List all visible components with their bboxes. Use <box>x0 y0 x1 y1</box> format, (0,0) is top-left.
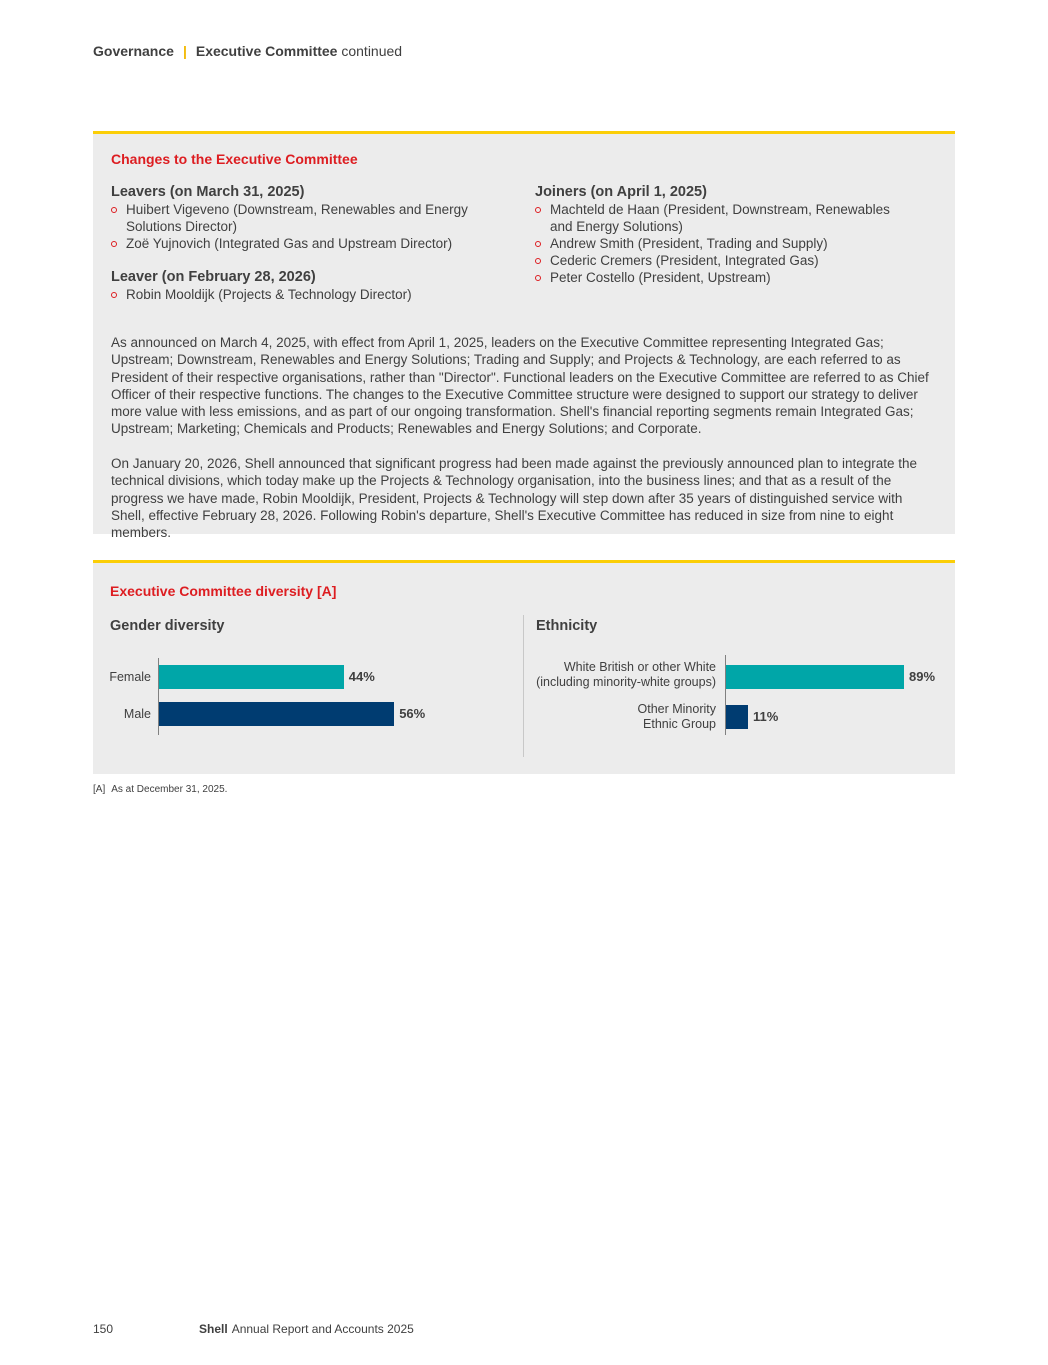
changes-title: Changes to the Executive Committee <box>111 151 358 167</box>
joiners-heading: Joiners (on April 1, 2025) <box>535 184 707 200</box>
changes-paragraph-2: On January 20, 2026, Shell announced that significant progress had been made against the previously announced plan to integrate the technical divisions, which today make up the Projects & Technology organisation, into the business lines; and that as a result of the progress we have made, Robin Mooldijk, President, Projects & Technology will step down after 35 years of distinguished service with Shell, effective February 28, 2026. Following Robin's departure, Shell's Executive Committee has reduced in size from nine to eight members. <box>111 456 918 541</box>
breadcrumb-section[interactable]: Governance <box>93 43 174 59</box>
diversity-panel <box>93 560 955 774</box>
breadcrumb-page-title: Executive Committee <box>195 43 338 59</box>
ethnicity-category-white: White British or other White (including minority-white groups) <box>536 660 716 689</box>
footnote-tag: [A] <box>93 784 106 795</box>
leaver-feb-heading: Leaver (on February 28, 2026) <box>111 269 316 285</box>
report-name: Annual Report and Accounts 2025 <box>231 1322 414 1336</box>
leavers-march-list <box>111 201 476 252</box>
list-item: Huibert Vigeveno (Downstream, Renewables and Energy Solutions Director) <box>111 201 476 235</box>
leavers-march-heading: Leavers (on March 31, 2025) <box>111 184 305 200</box>
bar-female <box>159 665 344 689</box>
bar-minority-label: 11% <box>753 709 779 724</box>
bar-male <box>159 702 394 726</box>
gender-category-male: Male <box>123 707 151 721</box>
list-item: Zoë Yujnovich (Integrated Gas and Upstream Director) <box>111 235 476 252</box>
list-item: Andrew Smith (President, Trading and Supply) <box>535 235 895 252</box>
bar-white <box>726 665 904 689</box>
breadcrumb-continued: continued <box>341 43 403 59</box>
page-number: 150 <box>93 1322 114 1336</box>
joiners-list <box>535 201 895 286</box>
diversity-title: Executive Committee diversity [A] <box>110 583 337 599</box>
ethnicity-category-minority: Other Minority Ethnic Group <box>637 702 716 731</box>
list-item: Cederic Cremers (President, Integrated Gas) <box>535 252 895 269</box>
bar-white-label: 89% <box>909 669 936 684</box>
gender-chart-title: Gender diversity <box>110 618 225 634</box>
footnote-text: As at December 31, 2025. <box>111 784 228 795</box>
changes-panel <box>93 131 955 541</box>
breadcrumb-separator: | <box>182 43 187 59</box>
changes-paragraph-1: As announced on March 4, 2025, with effect from April 1, 2025, leaders on the Executive Committee representing Integrated Gas; Upstream; Downstream, Renewables and Energy Solutions; Trading and Supply; and Projects & Technology, are each referred to as President of their respective organisations, rather than "Director". Functional leaders on the Executive Committee are referred to as Chief Officer of their respective functions. The changes to the Executive Committee structure were designed to support our strategy to deliver more value with less emissions, and as part of our ongoing transformation. Shell's financial reporting segments remain Integrated Gas; Upstream; Marketing; Chemicals and Products; Renewables and Energy Solutions; and Corporate. <box>111 335 929 437</box>
list-item: Peter Costello (President, Upstream) <box>535 269 895 286</box>
footnote <box>93 784 227 795</box>
brand-name: Shell <box>199 1322 228 1336</box>
gender-category-female: Female <box>109 670 151 684</box>
list-item: Robin Mooldijk (Projects & Technology Director) <box>111 286 476 303</box>
footer-brand <box>199 1322 414 1336</box>
list-item: Machteld de Haan (President, Downstream, Renewables and Energy Solutions) <box>535 201 895 235</box>
bar-female-label: 44% <box>348 669 375 684</box>
joiners-column <box>535 184 895 286</box>
ethnicity-chart-title: Ethnicity <box>536 618 598 634</box>
bar-male-label: 56% <box>399 706 426 721</box>
bar-minority <box>726 705 748 729</box>
leavers-column <box>111 184 476 303</box>
breadcrumb <box>93 43 402 59</box>
page-footer <box>93 1322 414 1336</box>
leaver-feb-list <box>111 286 476 303</box>
